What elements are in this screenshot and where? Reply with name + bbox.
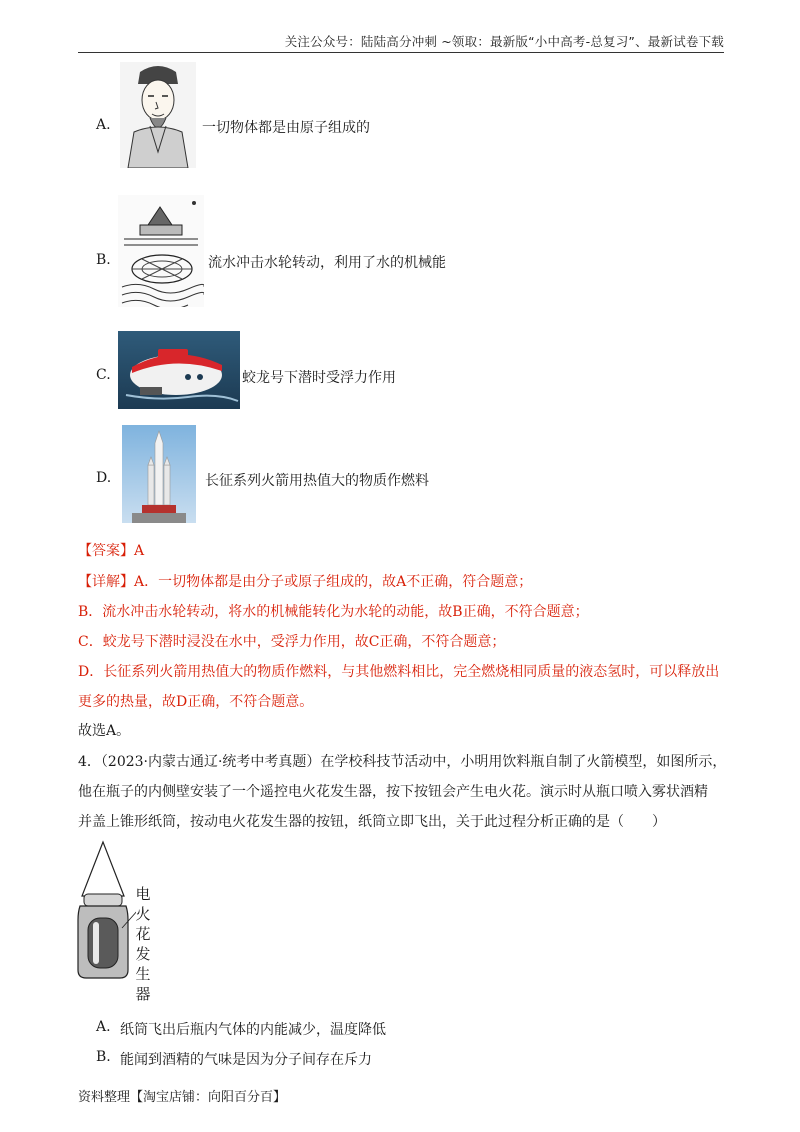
answer-value: A — [134, 543, 145, 559]
label-char: 发 — [135, 945, 151, 963]
explanation-label: 【详解】 — [78, 574, 134, 590]
explanation-line-5: 更多的热量，故D正确，不符合题意。 — [78, 694, 314, 710]
answer-label: 【答案】 — [78, 543, 134, 559]
explanation-line-1 — [78, 571, 532, 591]
q4-option-a-text: 纸筒飞出后瓶内气体的内能减少，温度降低 — [120, 1022, 386, 1038]
page-header — [78, 32, 724, 53]
explanation-line-3: C．蛟龙号下潜时浸没在水中，受浮力作用，故C正确，不符合题意； — [78, 634, 506, 650]
water-wheel-illustration — [118, 195, 204, 307]
ancient-scholar-portrait — [120, 62, 196, 168]
label-char: 器 — [135, 985, 151, 1003]
footer-text: 资料整理【淘宝店铺：向阳百分百】 — [78, 1090, 287, 1105]
question4-line-1: 4．（2023·内蒙古通辽·统考中考真题）在学校科技节活动中，小明用饮料瓶自制了火箭模型，如图所示， — [78, 754, 727, 770]
explanation-line-4: D．长征系列火箭用热值大的物质作燃料，与其他燃料相比，完全燃烧相同质量的液态氢时，可以释放出 — [78, 664, 720, 680]
explanation-line-2: B．流水冲击水轮转动，将水的机械能转化为水轮的动能，故B正确，不符合题意； — [78, 604, 589, 620]
label-char: 电 — [135, 885, 151, 903]
bottle-rocket-diagram — [70, 840, 136, 982]
jiaolong-submersible-photo — [118, 331, 240, 409]
label-char: 火 — [135, 905, 151, 923]
header-text: 关注公众号：陆陆高分冲刺 ~领取：最新版“小中高考-总复习”、最新试卷下载 — [284, 34, 724, 49]
answer-line — [78, 540, 144, 560]
q4-option-b-text: 能闻到酒精的气味是因为分子间存在斥力 — [120, 1052, 372, 1068]
option-d-text: 长征系列火箭用热值大的物质作燃料 — [205, 473, 429, 489]
conclusion: 故选A。 — [78, 723, 131, 739]
option-b-text: 流水冲击水轮转动，利用了水的机械能 — [208, 255, 446, 271]
option-a-text: 一切物体都是由原子组成的 — [202, 120, 370, 136]
label-char: 生 — [135, 965, 151, 983]
option-c-text: 蛟龙号下潜时受浮力作用 — [242, 370, 396, 386]
option-d-letter: D. — [96, 470, 112, 486]
option-b-letter: B. — [96, 252, 111, 268]
page-footer — [78, 1086, 286, 1105]
spark-generator-label — [134, 884, 152, 1004]
explanation-text-1: A．一切物体都是由分子或原子组成的，故A不正确，符合题意； — [134, 574, 533, 590]
option-a-letter: A. — [96, 117, 111, 133]
question4-line-3: 并盖上锥形纸筒，按动电火花发生器的按钮，纸筒立即飞出，关于此过程分析正确的是（ ） — [78, 814, 666, 830]
label-char: 花 — [135, 925, 151, 943]
long-march-rocket-photo — [122, 425, 196, 523]
question4-line-2: 他在瓶子的内侧壁安装了一个遥控电火花发生器，按下按钮会产生电火花。演示时从瓶口喷入雾状酒精 — [78, 784, 708, 800]
q4-option-a-letter: A. — [96, 1019, 111, 1035]
q4-option-b-letter: B. — [96, 1049, 111, 1065]
option-c-letter: C. — [96, 367, 111, 383]
